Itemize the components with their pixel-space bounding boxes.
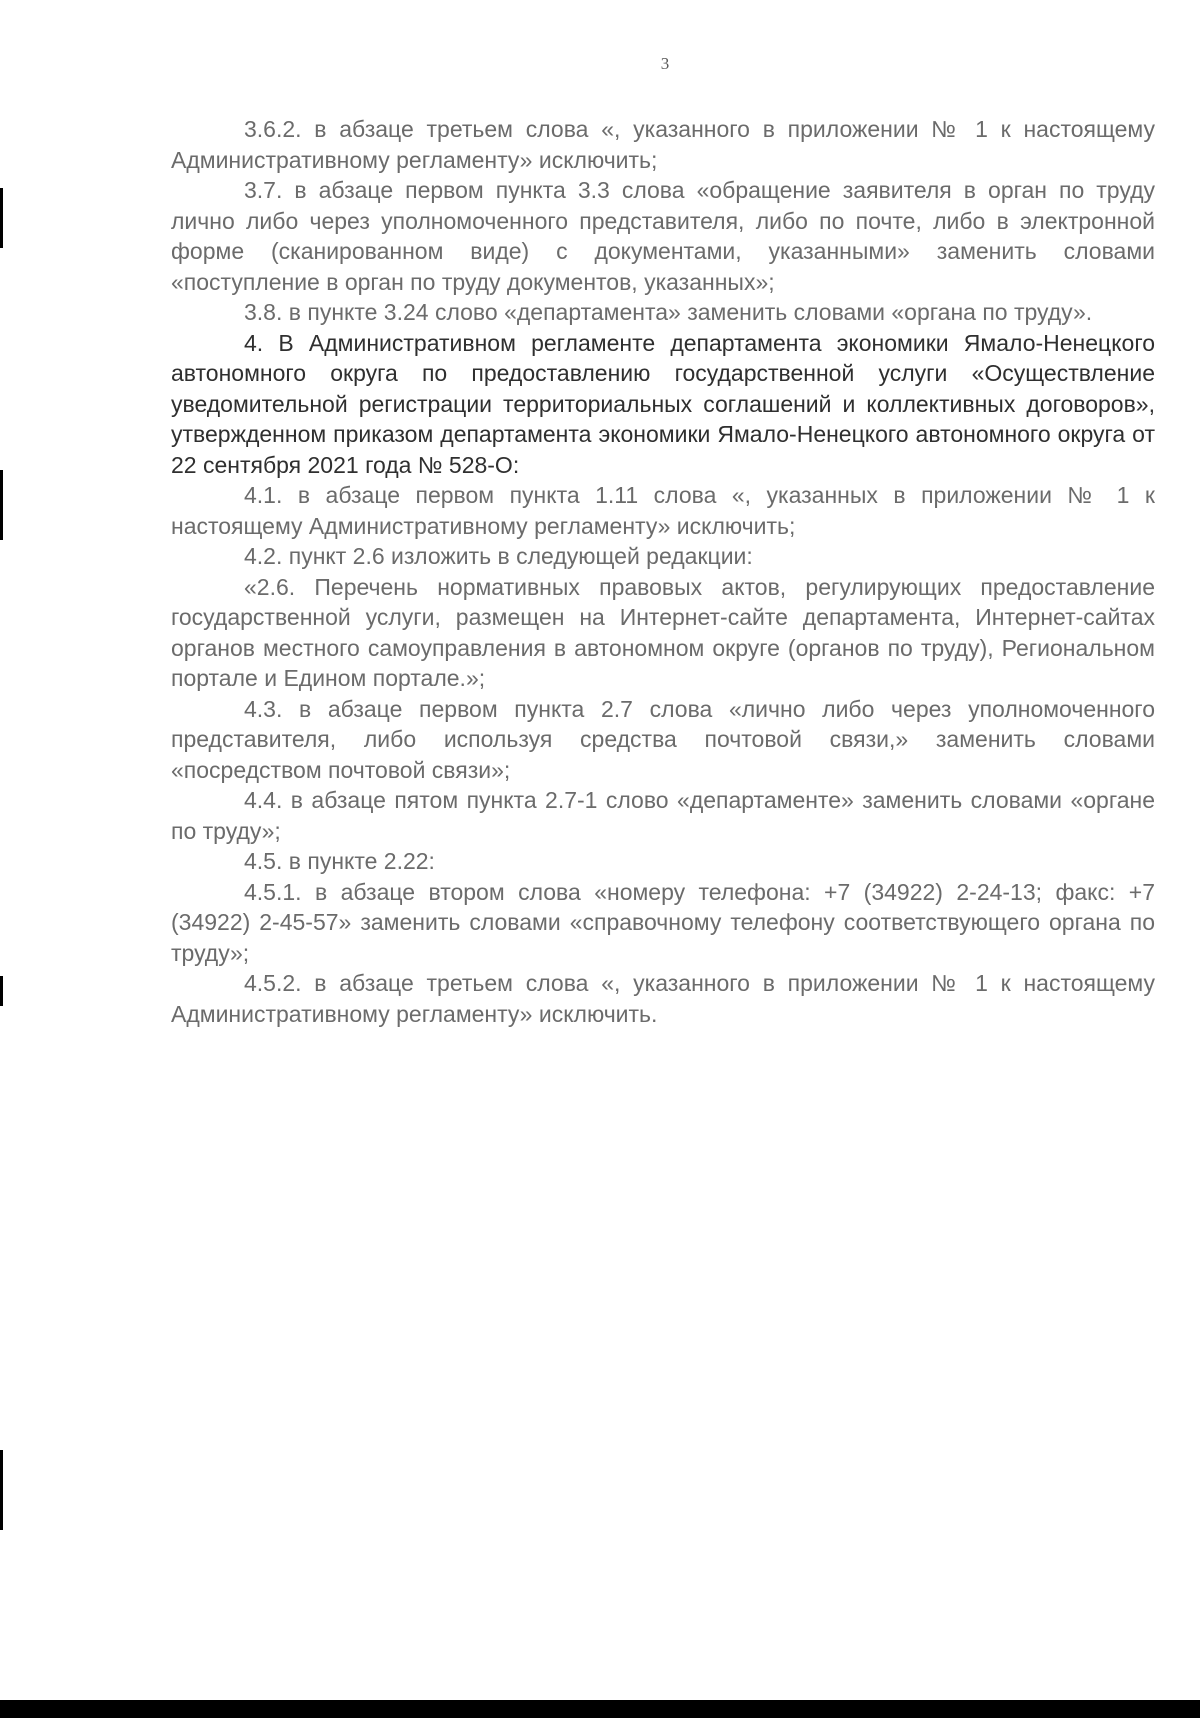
paragraph-4: 4. В Административном регламенте департамента экономики Ямало-Ненецкого автономного округа по предоставлению государственной услуги «Осуществление уведомительной регистрации территориальных соглашений и коллективных договоров», утвержденном приказом департамента экономики Ямало-Ненецкого автономного округа от 22 сентября 2021 года № 528-О:	[171, 329, 1155, 478]
document-body	[171, 114, 1155, 1029]
scan-edge-mark	[0, 188, 3, 248]
paragraph-4-4: 4.4. в абзаце пятом пункта 2.7-1 слово «департаменте» заменить словами «органе по труду»;	[171, 787, 1155, 844]
paragraph-3-6-2: 3.6.2. в абзаце третьем слова «, указанного в приложении № 1 к настоящему Административному регламенту» исключить;	[171, 116, 1155, 173]
scan-edge-mark	[0, 976, 3, 1006]
scan-edge-mark	[0, 470, 3, 540]
page-number: 3	[660, 54, 670, 73]
paragraph-3-7: 3.7. в абзаце первом пункта 3.3 слова «обращение заявителя в орган по труду лично либо через уполномоченного представителя, либо по почте, либо в электронной форме (сканированном виде) с документами, указанными» заменить словами «поступление в орган по труду документов, указанных»;	[171, 177, 1155, 295]
scan-edge-bottom	[0, 1700, 1200, 1718]
scan-edge-mark	[0, 1450, 3, 1530]
paragraph-4-5-2: 4.5.2. в абзаце третьем слова «, указанного в приложении № 1 к настоящему Административному регламенту» исключить.	[171, 970, 1155, 1027]
paragraph-4-1: 4.1. в абзаце первом пункта 1.11 слова «, указанных в приложении № 1 к настоящему Административному регламенту» исключить;	[171, 482, 1155, 539]
paragraph-4-5: 4.5. в пункте 2.22:	[244, 848, 435, 874]
paragraph-2-6-quote: «2.6. Перечень нормативных правовых актов, регулирующих предоставление государственной услуги, размещен на Интернет-сайте департамента, Интернет-сайтах органов местного самоуправления в автономном округе (органов по труду), Региональном портале и Едином портале.»;	[171, 573, 1155, 691]
paragraph-3-8: 3.8. в пункте 3.24 слово «департамента» заменить словами «органа по труду».	[244, 299, 1093, 325]
paragraph-4-3: 4.3. в абзаце первом пункта 2.7 слова «лично либо через уполномоченного представителя, либо используя средства почтовой связи,» заменить словами «посредством почтовой связи»;	[171, 695, 1155, 783]
paragraph-4-2: 4.2. пункт 2.6 изложить в следующей редакции:	[244, 543, 753, 569]
paragraph-4-5-1: 4.5.1. в абзаце втором слова «номеру телефона: +7 (34922) 2-24-13; факс: +7 (34922) 2-45-57» заменить словами «справочному телефону соответствующего органа по труду»;	[171, 878, 1155, 966]
